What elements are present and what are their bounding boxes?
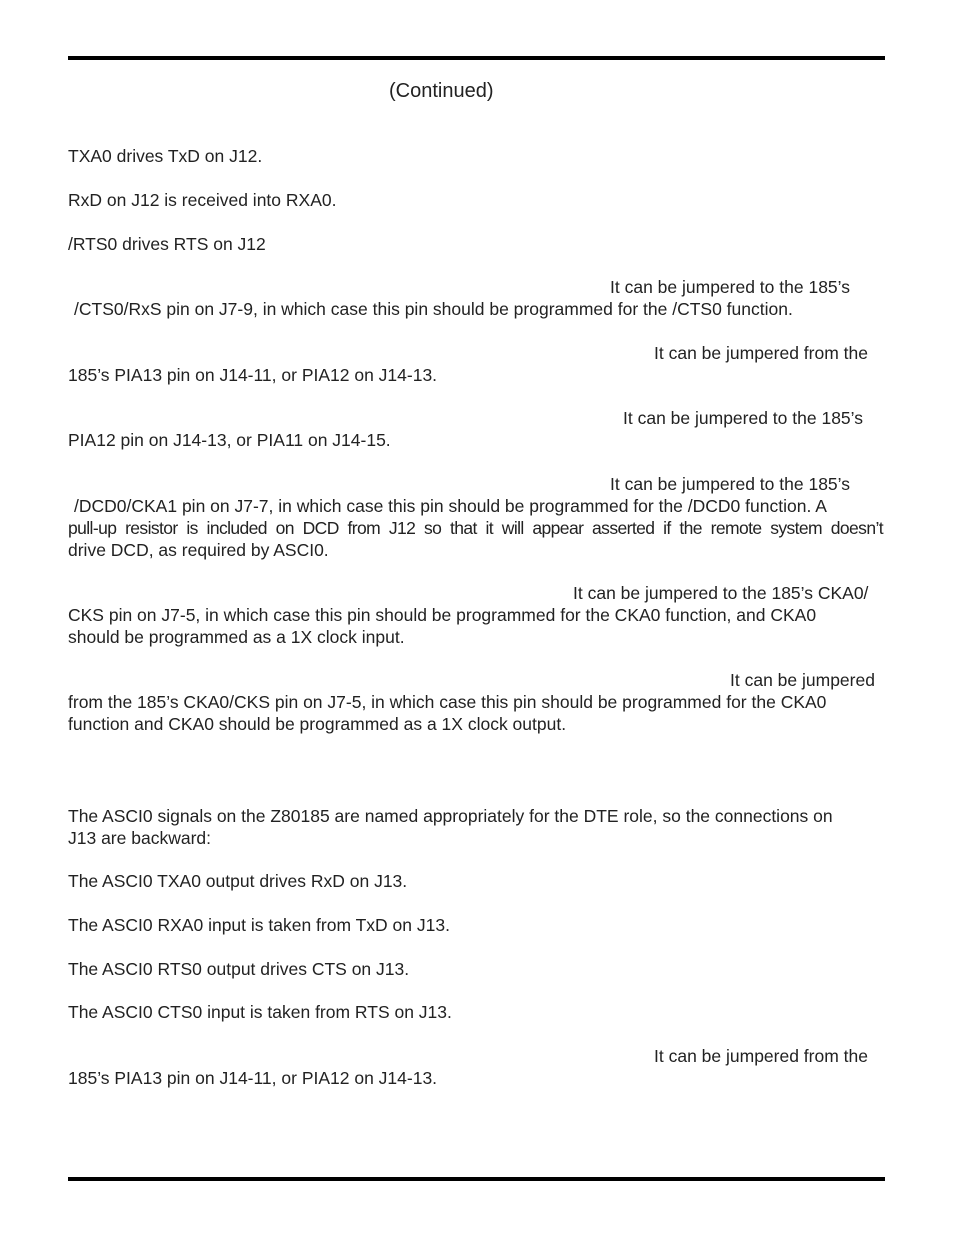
text-line-dcd-jumper: It can be jumpered to the 185’s <box>610 474 850 494</box>
text-line-dcd-drive: drive DCD, as required by ASCI0. <box>68 540 329 560</box>
text-line-dtr-jumper: It can be jumpered from the <box>654 343 868 363</box>
bottom-rule <box>68 1177 885 1181</box>
text-line-cts0-j13: The ASCI0 CTS0 input is taken from RTS on J13. <box>68 1002 452 1022</box>
text-line-cts-pin: /CTS0/RxS pin on J7-9, in which case this pin should be programmed for the /CTS0 function. <box>74 299 793 319</box>
text-line-rxclk-pin: CKS pin on J7-5, in which case this pin should be programmed for the CKA0 function, and CKA0 <box>68 605 817 625</box>
text-line-asci0-intro: The ASCI0 signals on the Z80185 are named appropriately for the DTE role, so the connections on <box>68 806 833 826</box>
text-line-rxclk-jumper: It can be jumpered to the 185’s CKA0/ <box>573 583 869 603</box>
text-line-cts-jumper: It can be jumpered to the 185’s <box>610 277 850 297</box>
continued-heading: (Continued) <box>389 80 494 102</box>
text-line-dtr-pin: 185’s PIA13 pin on J14-11, or PIA12 on J14-13. <box>68 365 438 385</box>
text-line-dsr-pin: PIA12 pin on J14-13, or PIA11 on J14-15. <box>68 430 391 450</box>
text-line-dcd-pin: /DCD0/CKA1 pin on J7-7, in which case this pin should be programmed for the /DCD0 function. A <box>74 496 827 516</box>
text-line-txclk-pin: from the 185’s CKA0/CKS pin on J7-5, in which case this pin should be programmed for the CKA0 <box>68 692 827 712</box>
text-line-dcd-pullup: pull-up resistor is included on DCD from J12 so that it will appear asserted if the remote system doesn’t <box>68 518 883 538</box>
text-line-rts0-j13: The ASCI0 RTS0 output drives CTS on J13. <box>68 959 410 979</box>
text-line-dsr-jumper: It can be jumpered to the 185’s <box>623 408 863 428</box>
text-line-txa0-j13: The ASCI0 TXA0 output drives RxD on J13. <box>68 871 408 891</box>
text-line-j13-jumper: It can be jumpered from the <box>654 1046 868 1066</box>
text-line-rts0: /RTS0 drives RTS on J12 <box>68 234 266 254</box>
text-line-rxd: RxD on J12 is received into RXA0. <box>68 190 337 210</box>
text-line-txclk-output: function and CKA0 should be programmed as a 1X clock output. <box>68 714 567 734</box>
text-line-j13-pin: 185’s PIA13 pin on J14-11, or PIA12 on J14-13. <box>68 1068 438 1088</box>
text-line-j13-backward: J13 are backward: <box>68 828 211 848</box>
text-line-rxclk-input: should be programmed as a 1X clock input. <box>68 627 405 647</box>
top-rule <box>68 56 885 60</box>
text-line-rxa0-j13: The ASCI0 RXA0 input is taken from TxD on J13. <box>68 915 450 935</box>
text-line-txa0: TXA0 drives TxD on J12. <box>68 146 263 166</box>
text-line-txclk-jumper: It can be jumpered <box>730 670 875 690</box>
